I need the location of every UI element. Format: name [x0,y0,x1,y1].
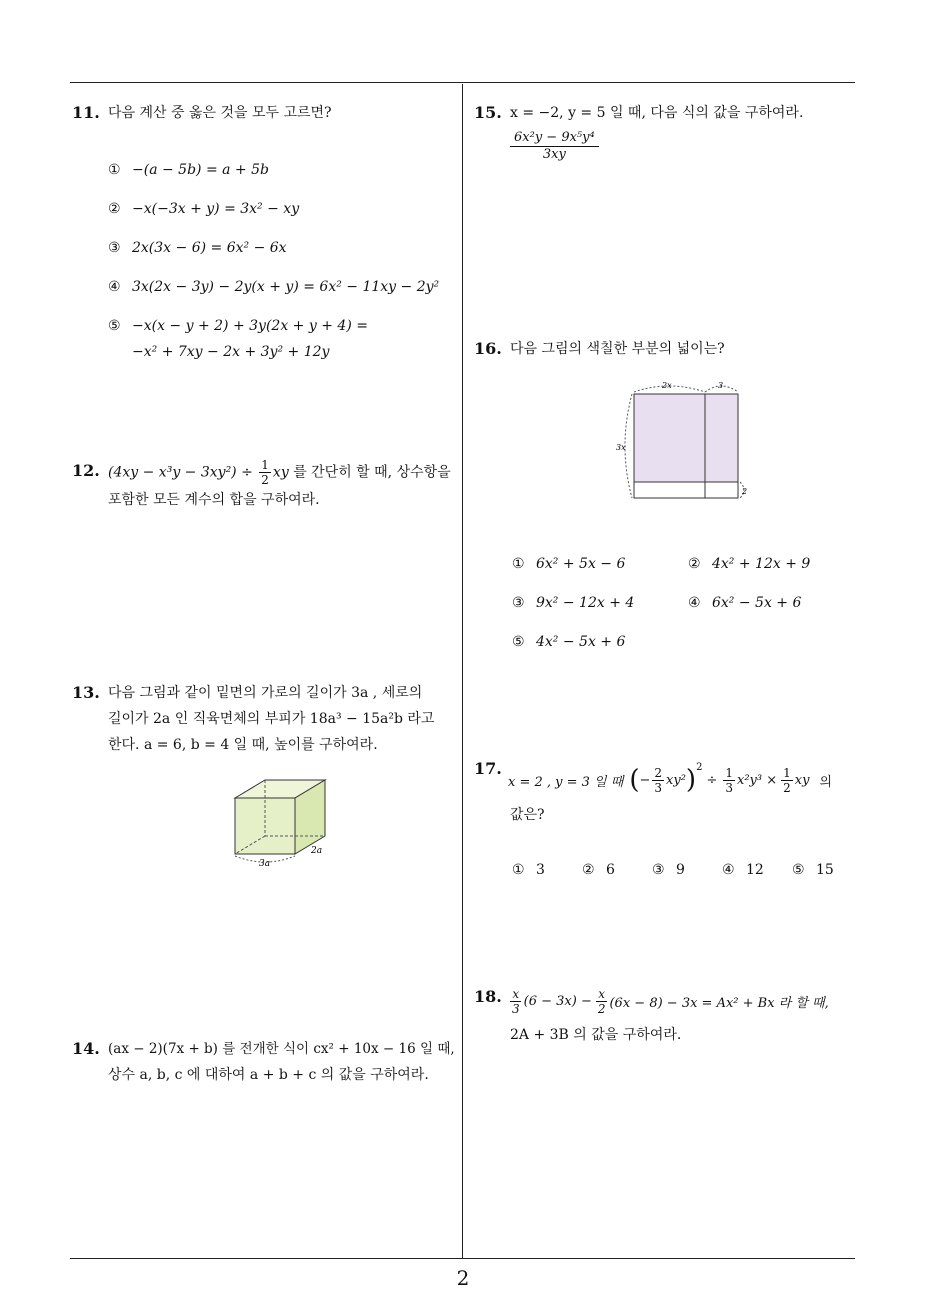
question-number: 14. [72,1039,100,1058]
question-11 [72,100,452,126]
q17-choice-1[interactable]: ① 3 [512,862,545,878]
fraction: $\frac{1}{2}$ [261,458,269,487]
question-text-line3: 한다. a = 6, b = 4 일 때, 높이를 구하여라. [108,737,378,753]
question-text-line1: (ax − 2)(7x + b) 를 전개한 식이 cx² + 10x − 16 일 때, [108,1041,455,1057]
q11-choice-4[interactable]: ④ 3x(2x − 3y) − 2y(x + y) = 6x² − 11xy − 2y² [108,279,440,295]
fraction: $\frac{1}{2}$ [783,765,791,795]
q17-choice-5[interactable]: ⑤ 15 [792,862,834,878]
q16-choice-4[interactable]: ④ 6x² − 5x + 6 [688,595,802,611]
fraction: $\frac{x}{3}$ [512,986,520,1016]
q17-choice-3[interactable]: ③ 9 [652,862,685,878]
question-text-line2: 포함한 모든 계수의 합을 구하여라. [108,492,320,508]
question-15 [474,100,864,126]
question-16 [474,336,864,362]
question-text: 다음 계산 중 옳은 것을 모두 고르면? [108,105,332,121]
question-expression: (4xy − x³y − 3xy²) ÷ [108,464,253,481]
question-text-line2: 상수 a, b, c 에 대하여 a + b + c 의 값을 구하여라. [108,1067,429,1083]
question-14 [72,1036,462,1088]
question-text: x = −2, y = 5 일 때, 다음 식의 값을 구하여라. [510,105,804,121]
q16-choice-3[interactable]: ③ 9x² − 12x + 4 [512,595,635,611]
label-3: 3 [718,381,724,390]
bottom-rule [70,1258,855,1259]
question-number: 12. [72,461,100,480]
fraction: $\frac{1}{3}$ [725,765,733,795]
question-text: 를 간단히 할 때, 상수항을 [293,464,451,481]
q16-choice-2[interactable]: ② 4x² + 12x + 9 [688,556,811,572]
shaded-region [634,394,738,482]
label-2: 2 [742,487,748,496]
label-2x: 2x [662,381,672,390]
q18-expression: $\frac{x}{3}$ (6 − 3x) − $\frac{x}{2}$ (6x − 8) − 3x = Ax² + Bx 라 할 때, [512,986,829,1016]
q11-choice-3[interactable]: ③ 2x(3x − 6) = 6x² − 6x [108,240,287,256]
question-text-line2: 길이가 2a 인 직육면체의 부피가 18a³ − 15a²b 라고 [108,711,435,727]
question-text: 다음 그림의 색칠한 부분의 넓이는? [510,341,725,357]
q11-choice-5-cont: −x² + 7xy − 2x + 3y² + 12y [132,344,330,360]
q16-choice-1[interactable]: ① 6x² + 5x − 6 [512,556,626,572]
fraction: $\frac{x}{2}$ [597,986,606,1016]
q18-text-line2: 2A + 3B 의 값을 구하여라. [510,1027,682,1043]
depth-label: 2a [311,846,323,856]
q17-text-line2: 값은? [510,807,545,823]
fraction: $\frac{2}{3}$ [654,765,663,795]
question-number: 16. [474,339,502,358]
question-text-line1: 다음 그림과 같이 밑면의 가로의 길이가 3a , 세로의 [108,685,423,701]
q11-choice-1[interactable]: ① −(a − 5b) = a + 5b [108,162,269,178]
question-12: 12. (4xy − x³y − 3xy²) ÷ $\frac{1}{2}$ xy 를 간단히 할 때, 상수항을 포함한 모든 계수의 합을 구하여라. [72,458,462,513]
question-13 [72,680,462,758]
left-brace [625,394,632,498]
q17-expression: x = 2 , y = 3 일 때 ( − $\frac{2}{3}$ xy² ) $^2$ ÷ $\frac{1}{3}$ x²y³ × $\frac{1}{2}$ xy 의 [508,762,832,795]
q17-choice-4[interactable]: ④ 12 [722,862,764,878]
q15-fraction: $\frac{\text{6x²y − 9x⁵y⁴}}{3xy}$ [508,130,601,163]
question-number: 13. [72,683,100,702]
width-label: 3a [259,859,271,868]
question-number: 17. [474,759,502,778]
column-divider [462,84,463,1258]
q17-choice-2[interactable]: ② 6 [582,862,615,878]
question-number: 18. [474,987,502,1006]
q11-choice-5[interactable]: ⑤ −x(x − y + 2) + 3y(2x + y + 4) = [108,318,368,334]
top-rule [70,82,855,83]
question-number: 15. [474,103,502,122]
question-number: 11. [72,103,100,122]
q16-choice-5[interactable]: ⑤ 4x² − 5x + 6 [512,634,626,650]
area-figure [612,376,752,504]
label-3x: 3x [616,443,626,452]
q11-choice-2[interactable]: ② −x(−3x + y) = 3x² − xy [108,201,300,217]
page-number: 2 [456,1266,470,1290]
cuboid-figure [225,772,337,868]
